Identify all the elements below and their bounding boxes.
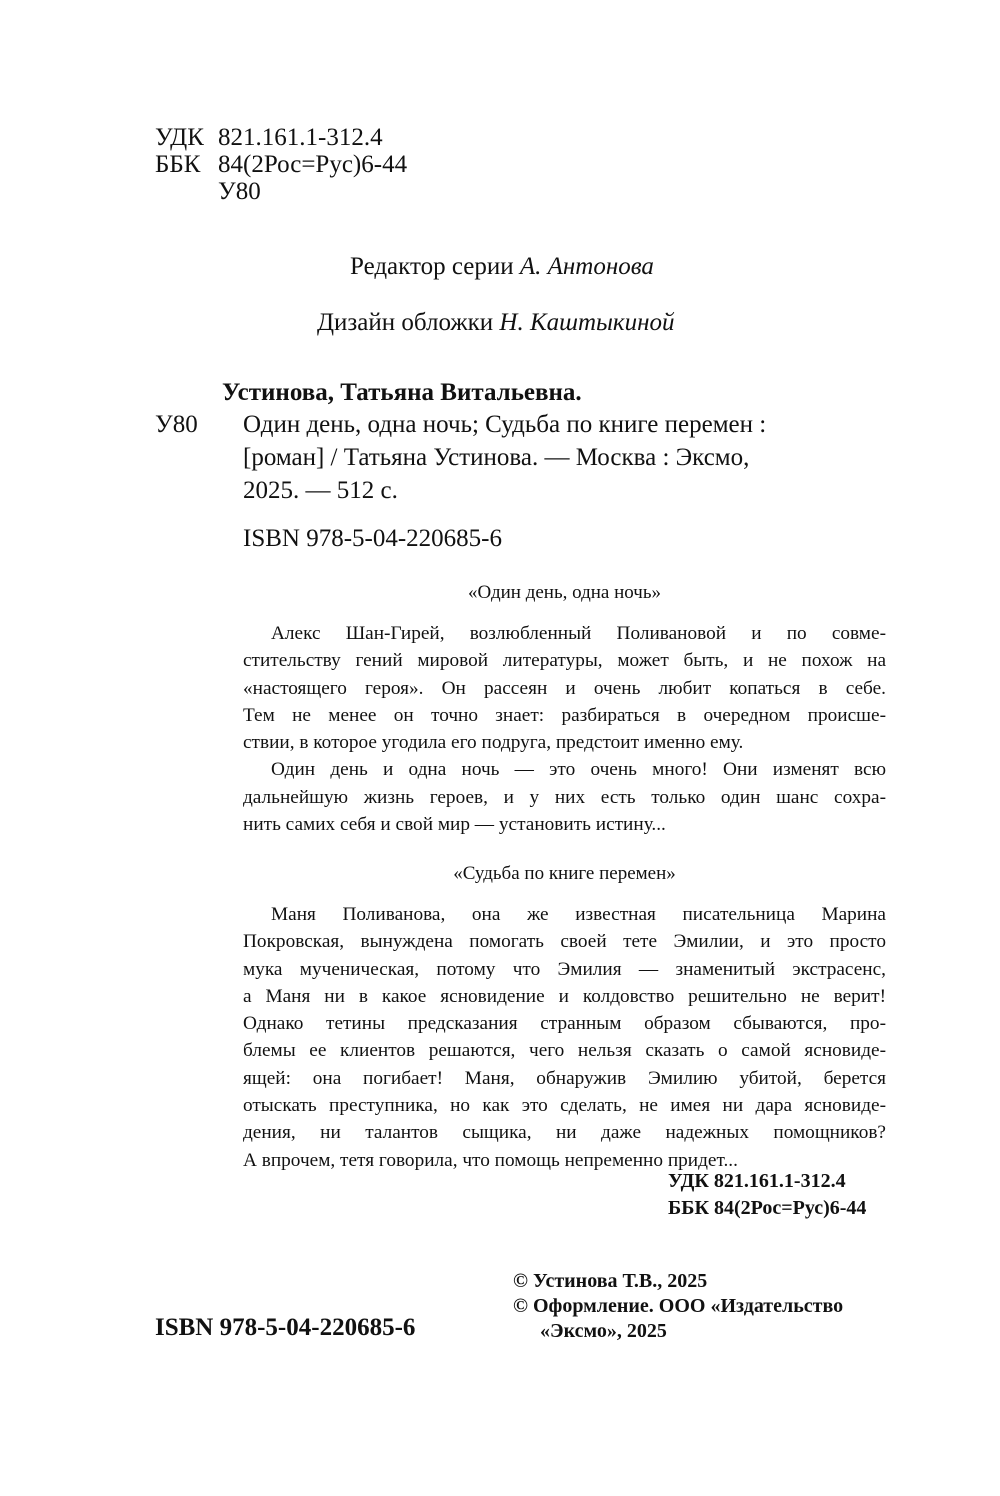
annotation-line: блемы ее клиентов решаются, чего нельзя сказать о самой ясновиде- xyxy=(243,1040,886,1062)
description-line: 2025. — 512 с. xyxy=(243,477,398,504)
bibliographic-description xyxy=(243,408,766,507)
annotation-line: стительству гений мировой литературы, может быть, и не похож на xyxy=(243,650,886,672)
cover-design-credit xyxy=(317,308,675,338)
footer-bbk: ББК 84(2Рос=Рус)6-44 xyxy=(668,1197,867,1219)
bbk-label: ББК xyxy=(155,151,201,178)
annotation-line: Алекс Шан-Гирей, возлюбленный Поливановой и по совме- xyxy=(271,623,886,644)
series-editor-credit xyxy=(350,252,654,282)
annotation-text xyxy=(243,901,886,1174)
udk-label: УДК xyxy=(155,124,204,151)
annotation-line: Покровская, вынуждена помогать своей тете Эмилии, и это просто xyxy=(243,931,886,953)
description-line: [роман] / Татьяна Устинова. — Москва : Эксмо, xyxy=(243,444,750,471)
footer-udk: УДК 821.161.1-312.4 xyxy=(668,1170,846,1192)
copyright-author: © Устинова Т.В., 2025 xyxy=(513,1270,708,1292)
description-line: Один день, одна ночь; Судьба по книге перемен : xyxy=(243,411,767,438)
annotation-title: «Судьба по книге перемен» xyxy=(453,863,676,884)
author-mark-top: У80 xyxy=(218,178,261,205)
author-mark: У80 xyxy=(155,411,198,438)
annotation-text xyxy=(243,620,886,838)
annotation-line: Маня Поливанова, она же известная писательница Марина xyxy=(271,904,886,925)
annotation-line: мука мученическая, потому что Эмилия — знаменитый экстрасенс, xyxy=(243,958,886,980)
annotation-line: Один день и одна ночь — это очень много! Они изменят всю xyxy=(271,759,886,781)
annotation-line: отыскать преступника, но как это сделать, не имея ни дара ясновиде- xyxy=(243,1095,886,1117)
annotation-line: дальнейшую жизнь героев, и у них есть только один шанс сохра- xyxy=(243,786,886,808)
copyright-design: © Оформление. ООО «Издательство xyxy=(513,1295,844,1317)
cover-design-name: Н. Каштыкиной xyxy=(499,309,675,336)
udk-value: 821.161.1-312.4 xyxy=(218,124,383,151)
annotation-line: «настоящего героя». Он рассеян и очень любит копаться в себе. xyxy=(243,677,886,699)
cover-design-label: Дизайн обложки xyxy=(317,309,494,336)
footer-isbn: ISBN 978-5-04-220685-6 xyxy=(155,1314,416,1341)
copyright-design-publisher: «Эксмо», 2025 xyxy=(540,1320,667,1342)
annotation-line: ствии, в которое угодила его подруга, предстоит именно ему. xyxy=(243,732,744,754)
annotation-title: «Один день, одна ночь» xyxy=(467,582,662,603)
bbk-value: 84(2Рос=Рус)6-44 xyxy=(218,151,408,178)
series-editor-label: Редактор серии xyxy=(350,253,514,280)
annotation-line: А впрочем, тетя говорила, что помощь непременно придет... xyxy=(243,1149,738,1171)
author-heading: Устинова, Татьяна Витальевна. xyxy=(222,379,582,406)
isbn-record: ISBN 978-5-04-220685-6 xyxy=(243,525,503,552)
annotation-line: ящей: она погибает! Маня, обнаружив Эмилию убитой, берется xyxy=(243,1067,886,1089)
annotation-line: дения, ни талантов сыщика, ни даже надежных помощников? xyxy=(243,1122,886,1144)
annotation-line: а Маня ни в какое ясновидение и колдовство решительно не верит! xyxy=(243,985,886,1007)
annotation-line: нить самих себя и свой мир — установить истину... xyxy=(243,814,666,836)
annotation-line: Тем не менее он точно знает: разбираться в очередном происше- xyxy=(243,704,886,726)
series-editor-name: А. Антонова xyxy=(519,253,654,280)
annotation-line: Однако тетины предсказания странным образом сбываются, про- xyxy=(243,1013,886,1035)
